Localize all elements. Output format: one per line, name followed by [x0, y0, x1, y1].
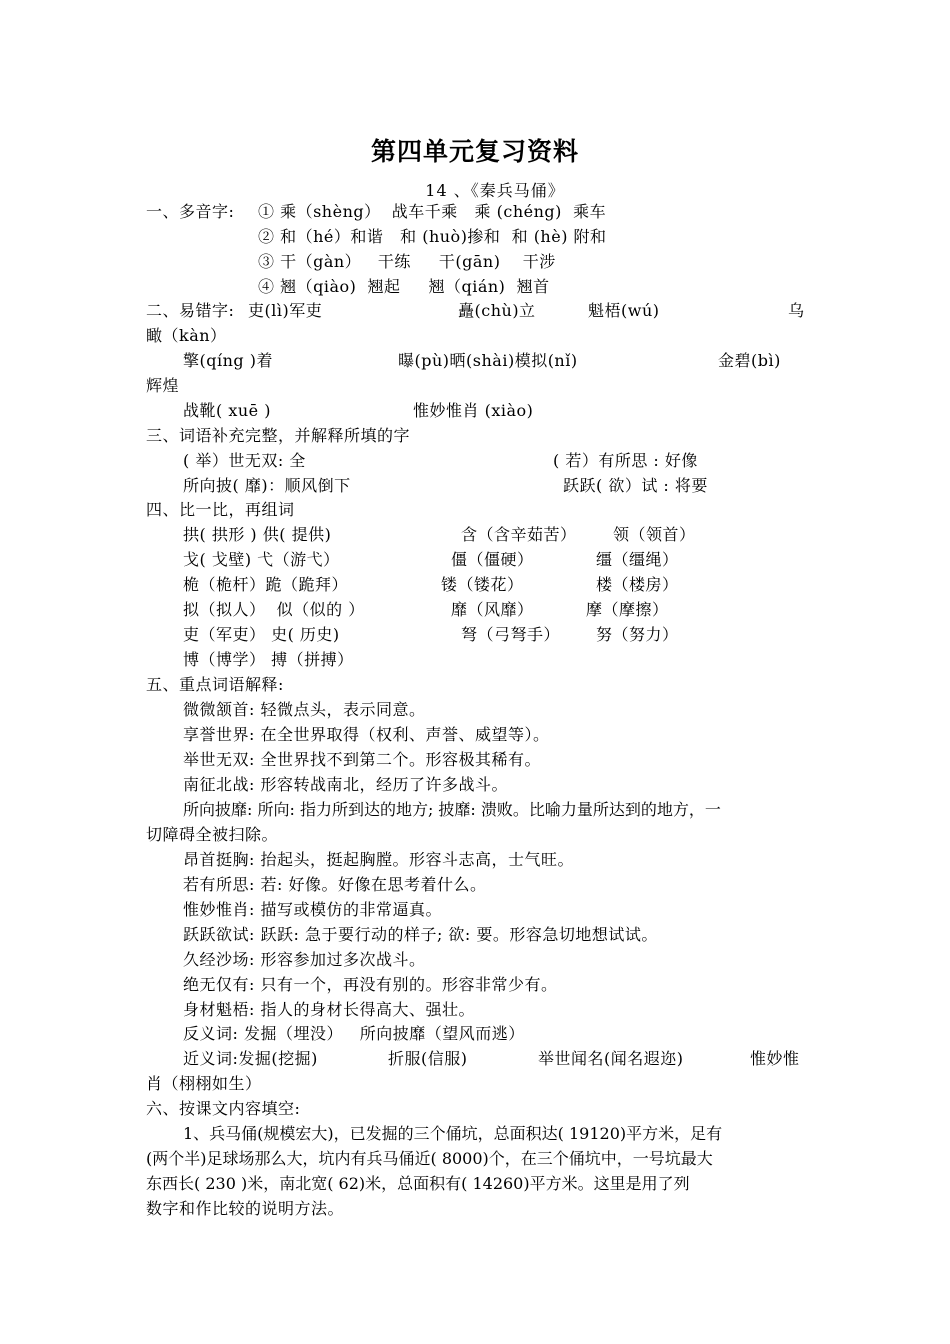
sec3-item: 所向披( 靡)：顺风倒下 — [183, 476, 351, 495]
sec2-item: 惟妙惟肖 (xiào) — [413, 401, 534, 420]
sec4-cell: 领（领首） — [613, 525, 696, 544]
page-title: 第四单元复习资料 — [370, 137, 579, 166]
definition-item: 跃跃欲试: 跃跃: 急于要行动的样子; 欲: 要。形容急切地想试试。 — [183, 925, 658, 944]
sec1-row4: ④ 翘（qiào) 翘起 翘（qián) 翘首 — [258, 277, 550, 296]
passage-line: (两个半)足球场那么大，坑内有兵马俑近( 8000)个，在三个俑坑中，一号坑最大 — [146, 1149, 713, 1168]
sec2-item: 吏(lì)军吏 — [248, 301, 323, 320]
sec5-heading: 五、重点词语解释: — [146, 675, 284, 694]
passage-line: 数字和作比较的说明方法。 — [146, 1199, 345, 1218]
sec3-item: 跃跃( 欲）试 : 将要 — [563, 476, 708, 495]
sec4-cell: 桅（桅杆）跪（跪拜） — [183, 575, 349, 594]
sec4-cell: 含（含辛茹苦） — [461, 525, 577, 544]
sec6-heading: 六、按课文内容填空: — [146, 1099, 301, 1118]
sec4-cell: 缰（缰绳） — [596, 550, 679, 569]
definition-item: 享誉世界: 在全世界取得（权利、声誉、威望等）。 — [183, 725, 550, 744]
definition-item: 所向披靡: 所向: 指力所到达的地方; 披靡: 溃败。比喻力量所达到的地方，一 — [183, 800, 721, 819]
sec2-item: 矗(chù)立 — [458, 301, 536, 320]
sec1-row3: ③ 干（gàn） 干练 干(gān) 干涉 — [258, 252, 556, 271]
synonyms-continued: 肖（栩栩如生） — [146, 1074, 262, 1093]
sec1-row2: ② 和（hé）和谐 和 (huò)掺和 和 (hè) 附和 — [258, 227, 607, 246]
synonyms-part: 惟妙惟 — [750, 1049, 800, 1068]
sec4-cell: 努（努力） — [596, 625, 679, 644]
sec2-item: 瞰（kàn） — [146, 326, 227, 345]
sec4-cell: 镂（镂花） — [441, 575, 524, 594]
sec4-cell: 弩（弓弩手） — [461, 625, 561, 644]
passage-line: 1、兵马俑(规模宏大)，已发掘的三个俑坑，总面积达( 19120)平方米，足有 — [183, 1124, 723, 1143]
definition-item: 若有所思: 若: 好像。好像在思考着什么。 — [183, 875, 487, 894]
sec4-cell: 吏（军吏） 史( 历史) — [183, 625, 340, 644]
sec4-cell: 戈( 戈壁) 弋（游弋） — [183, 550, 340, 569]
sec2-item: 乌 — [788, 301, 805, 320]
definition-item: 举世无双: 全世界找不到第二个。形容极其稀有。 — [183, 750, 541, 769]
sec4-cell: 僵（僵硬） — [451, 550, 534, 569]
sec4-cell: 拟（拟人） 似（似的 ） — [183, 600, 365, 619]
sec2-item: 辉煌 — [146, 376, 180, 395]
sec3-item: ( 举）世无双: 全 — [183, 451, 306, 470]
sec3-heading: 三、词语补充完整，并解释所填的字 — [146, 426, 411, 445]
synonyms-part: 近义词:发掘(挖掘) — [183, 1049, 318, 1068]
sec1-row1: ① 乘（shèng） 战车千乘 乘 (chéng) 乘车 — [258, 202, 607, 221]
passage-line: 东西长( 230 )米，南北宽( 62)米，总面积有( 14260)平方米。这里是用了列 — [146, 1174, 690, 1193]
definition-item: 微微颔首: 轻微点头，表示同意。 — [183, 700, 426, 719]
sec2-item: 曝(pù)晒(shài)模拟(nǐ) — [398, 351, 578, 370]
sec4-cell: 靡（风靡） — [451, 600, 534, 619]
sec4-cell: 摩（摩擦） — [586, 600, 669, 619]
definition-item: 久经沙场: 形容参加过多次战斗。 — [183, 950, 426, 969]
sec2-item: 战靴( xuē ) — [183, 401, 271, 420]
antonyms-line: 反义词: 发掘（埋没） 所向披靡（望风而逃） — [183, 1024, 525, 1043]
definition-item: 南征北战: 形容转战南北，经历了许多战斗。 — [183, 775, 508, 794]
definition-item: 身材魁梧: 指人的身材长得高大、强壮。 — [183, 1000, 475, 1019]
synonyms-part: 折服(信服) — [388, 1049, 468, 1068]
sec4-heading: 四、比一比，再组词 — [146, 500, 295, 519]
lesson-title: 14 、《秦兵马俑》 — [425, 181, 565, 200]
sec3-item: ( 若）有所思 : 好像 — [553, 451, 698, 470]
synonyms-part: 举世闻名(闻名遐迩) — [538, 1049, 684, 1068]
sec4-cell: 博（博学） 搏（拼搏） — [183, 650, 354, 669]
sec2-item: 金碧(bì) — [718, 351, 781, 370]
sec4-cell: 拱( 拱形 ) 供( 提供) — [183, 525, 332, 544]
definition-item: 切障碍全被扫除。 — [146, 825, 279, 844]
definition-item: 绝无仅有: 只有一个，再没有别的。形容非常少有。 — [183, 975, 558, 994]
sec1-heading: 一、多音字: — [146, 202, 235, 221]
sec2-heading: 二、易错字: — [146, 301, 235, 320]
definition-item: 昂首挺胸: 抬起头，挺起胸膛。形容斗志高，士气旺。 — [183, 850, 574, 869]
sec2-item: 魁梧(wú) — [588, 301, 660, 320]
sec2-item: 擎(qíng )着 — [183, 351, 273, 370]
sec4-cell: 楼（楼房） — [596, 575, 679, 594]
definition-item: 惟妙惟肖: 描写或模仿的非常逼真。 — [183, 900, 442, 919]
